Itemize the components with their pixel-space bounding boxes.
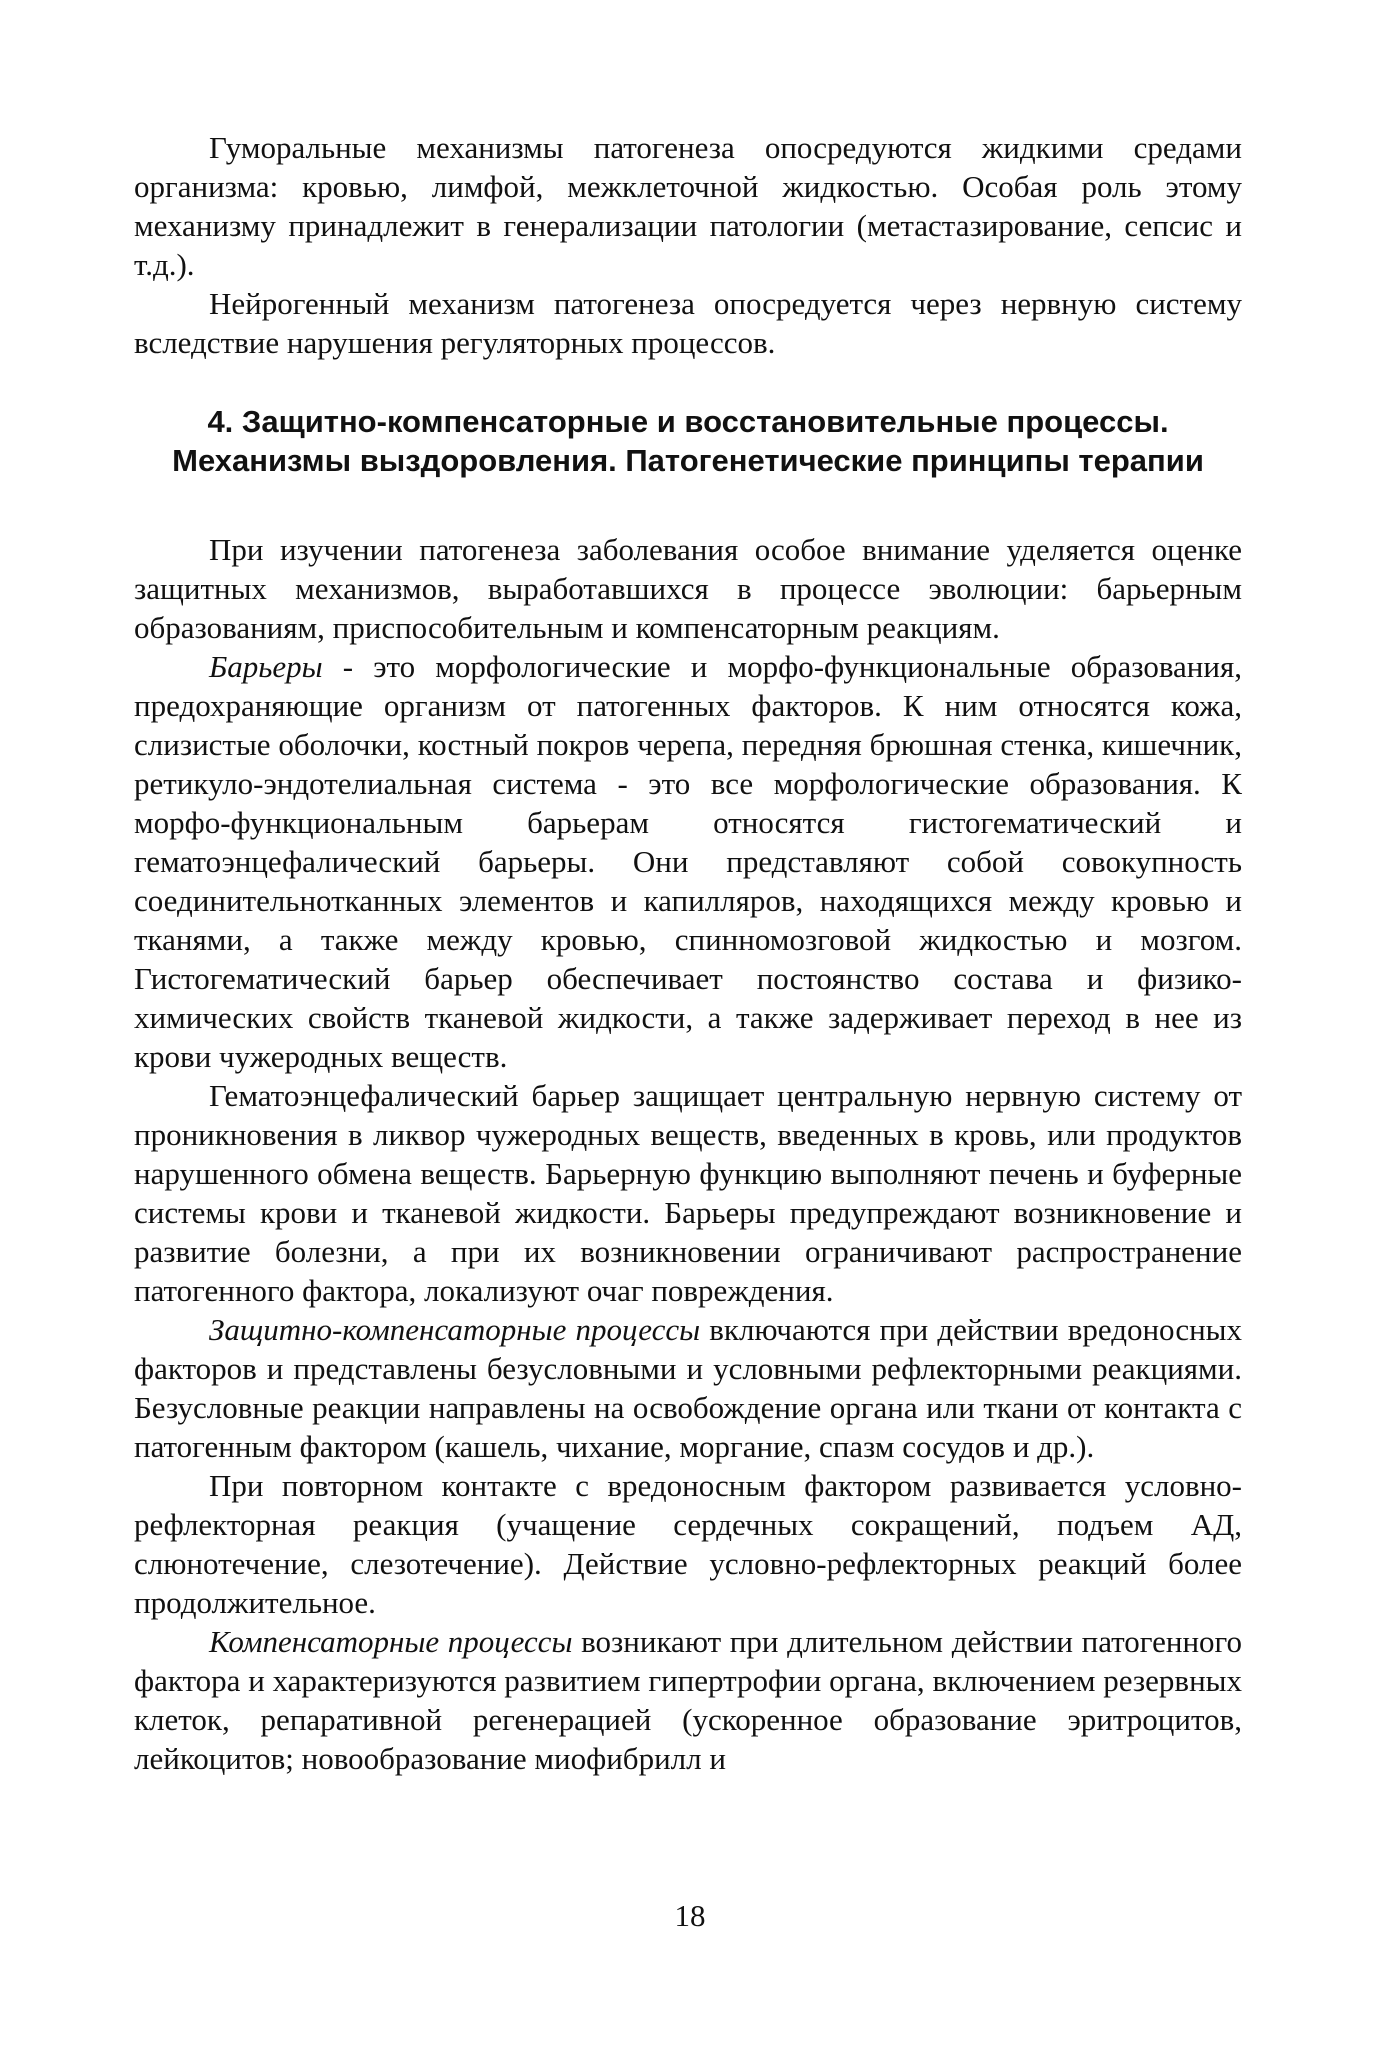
page-body: [134, 128, 1242, 1778]
paragraph-humoral: Гуморальные механизмы патогенеза опосредуются жидкими средами организма: кровью, лимфой, межклеточной жидкостью. Особая роль этому механизму принадлежит в генерализации патологии (метастазирование, сепсис и т.д.).: [134, 130, 1242, 282]
paragraph-barriers: [134, 647, 1242, 1076]
page-number: 18: [674, 1898, 706, 1933]
paragraph-intro: При изучении патогенеза заболевания особое внимание уделяется оценке защитных механизмов, выработавшихся в процессе эволюции: барьерным образованиям, приспособительным и компенсаторным реакциям.: [134, 532, 1242, 645]
paragraph-blood-brain-barrier: Гематоэнцефалический барьер защищает центральную нервную систему от проникновения в ликвор чужеродных веществ, введенных в кровь, или продуктов нарушенного обмена веществ. Барьерную функцию выполняют печень и буферные системы крови и тканевой жидкости. Барьеры предупреждают возникновение и развитие болезни, а при их возникновении ограничивают распространение патогенного фактора, локализуют очаг повреждения.: [134, 1078, 1242, 1308]
section-heading-line-2: Механизмы выздоровления. Патогенетические принципы терапии: [172, 443, 1204, 478]
protective-text: включаются при действии вредоносных факторов и представлены безусловными и условными рефлекторными реакциями. Безусловные реакции направлены на освобождение органа или ткани от контакта с патогенным фактором (кашель, чихание, моргание, спазм сосудов и др.).: [134, 1312, 1243, 1464]
term-protective-processes: Защитно-компенсаторные процессы: [209, 1312, 701, 1347]
paragraph-protective: [134, 1310, 1242, 1466]
barriers-text: - это морфологические и морфо-функциональные образования, предохраняющие организм от патогенных факторов. К ним относятся кожа, слизистые оболочки, костный покров черепа, передняя брюшная стенка, кишечник, ретикуло-эндотелиальная система - это все морфологические образования. К морфо-функциональным барьерам относятся гистогематический и гематоэнцефалический барьеры. Они представляют собой совокупность соединительнотканных элементов и капилляров, находящихся между кровью и тканями, а также между кровью, спинномозговой жидкостью и мозгом. Гистогематический барьер обеспечивает постоянство состава и физико-химических свойств тканевой жидкости, а также задерживает переход в нее из крови чужеродных веществ.: [134, 649, 1242, 1074]
section-heading-line-1: 4. Защитно-компенсаторные и восстановительные процессы.: [207, 404, 1169, 439]
paragraph-repeat-contact: При повторном контакте с вредоносным фактором развивается условно-рефлекторная реакция (учащение сердечных сокращений, подъем АД, слюнотечение, слезотечение). Действие условно-рефлекторных реакций более продолжительное.: [134, 1468, 1242, 1620]
compensatory-text: возникают при длительном действии патогенного фактора и характеризуются развитием гипертрофии органа, включением резервных клеток, репаративной регенерацией (ускоренное образование эритроцитов, лейкоцитов; новообразование миофибрилл и: [134, 1624, 1242, 1776]
paragraph-compensatory: [134, 1622, 1242, 1778]
section-heading: [134, 402, 1242, 480]
paragraph-neurogenic: Нейрогенный механизм патогенеза опосредуется через нервную систему вследствие нарушения регуляторных процессов.: [134, 286, 1242, 360]
term-barriers: Барьеры: [209, 649, 323, 684]
term-compensatory-processes: Компенсаторные процессы: [209, 1624, 573, 1659]
